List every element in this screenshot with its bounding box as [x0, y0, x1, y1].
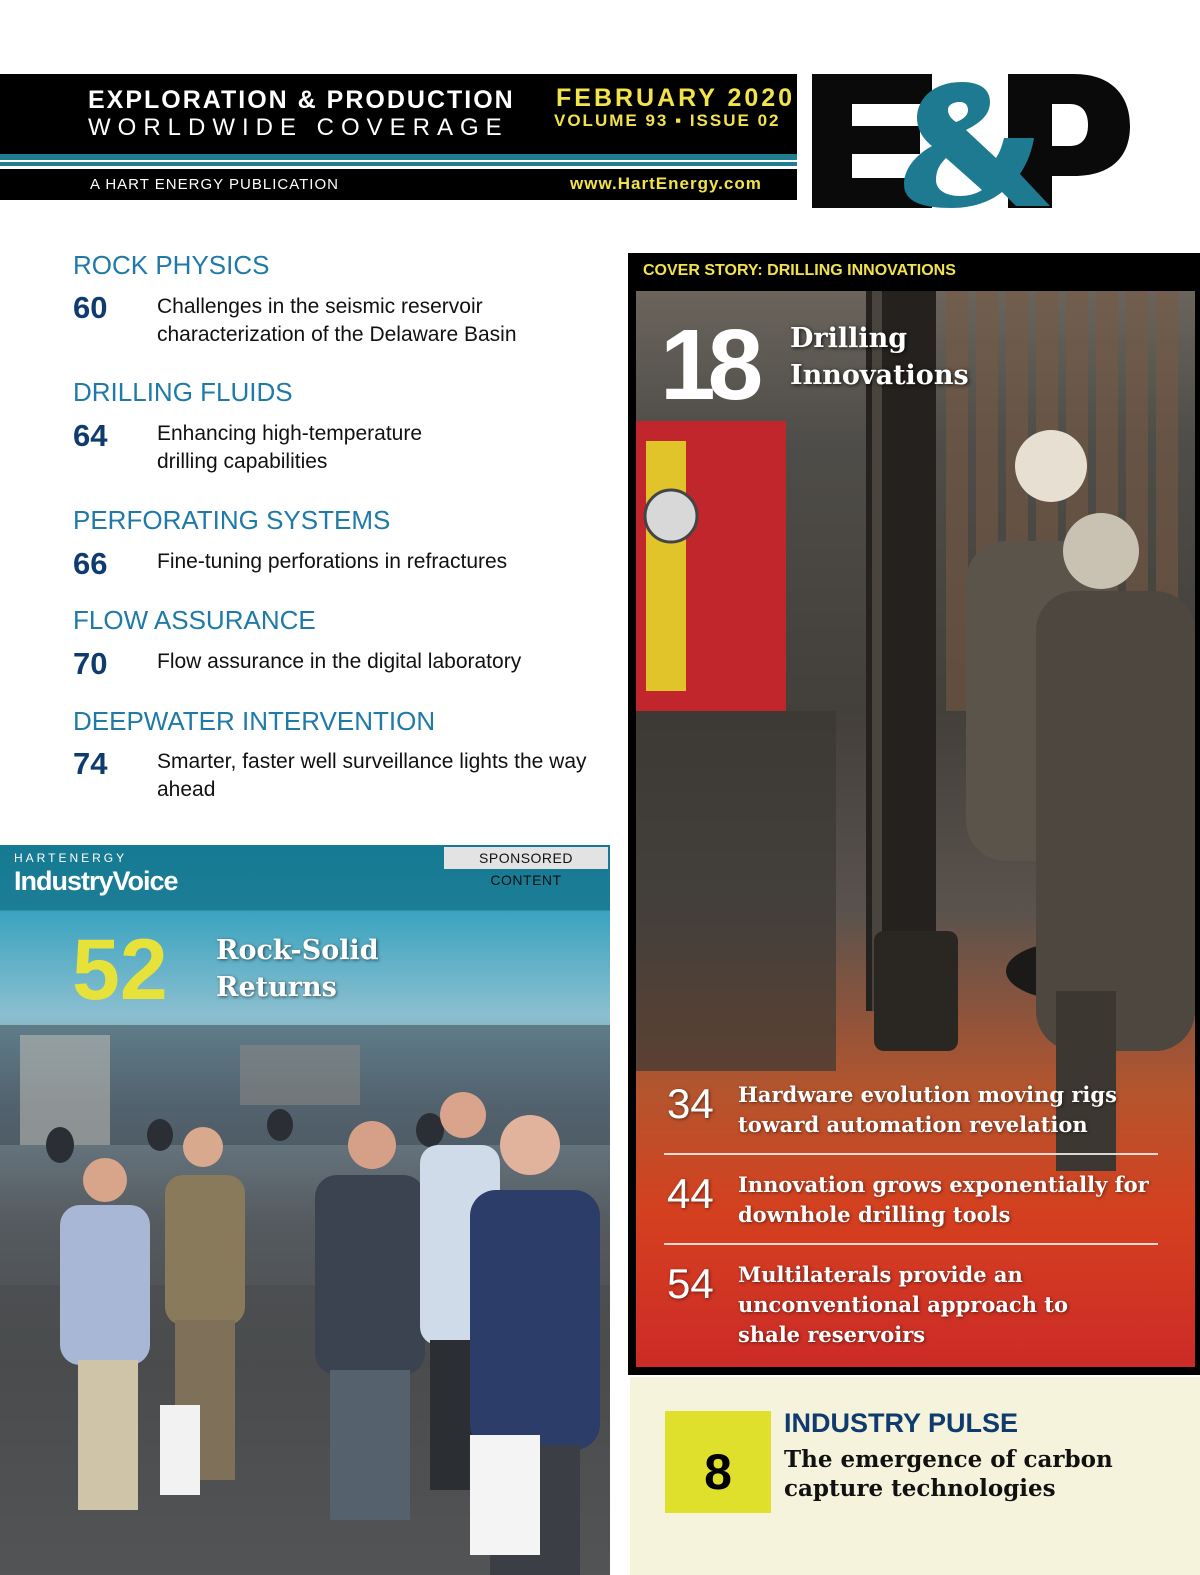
cover-item-page-number[interactable]: 44: [667, 1170, 714, 1217]
toc-page-number[interactable]: 74: [73, 746, 108, 781]
cover-story-page-number[interactable]: 18: [660, 309, 756, 421]
toc-page-number[interactable]: 60: [73, 290, 108, 325]
cover-story-title[interactable]: Drilling Innovations: [790, 323, 969, 391]
ep-logo: [812, 74, 1130, 208]
toc-article-title[interactable]: Smarter, faster well surveillance lights the way ahead: [157, 750, 587, 801]
cover-story-label: COVER STORY: DRILLING INNOVATIONS: [643, 262, 956, 279]
publication-subtitle: WORLDWIDE COVERAGE: [88, 114, 509, 141]
industry-voice-logo: IndustryVoice: [14, 866, 178, 896]
cover-item-divider: [664, 1153, 1158, 1155]
toc-page-number[interactable]: 64: [73, 418, 108, 453]
cover-item-divider: [664, 1243, 1158, 1245]
cover-item-title[interactable]: Multilaterals provide an unconventional approach to shale reservoirs: [738, 1262, 1069, 1347]
toc-section-rock-physics: ROCK PHYSICS: [73, 250, 270, 280]
sponsored-page-number[interactable]: 52: [72, 922, 168, 1018]
cover-item-page-number[interactable]: 54: [667, 1260, 714, 1307]
industry-pulse-page-number[interactable]: 8: [665, 1411, 771, 1513]
toc-section-deepwater-intervention: DEEPWATER INTERVENTION: [73, 706, 436, 736]
toc-section-flow-assurance: FLOW ASSURANCE: [73, 605, 316, 635]
publisher-line: A HART ENERGY PUBLICATION: [90, 176, 339, 193]
toc-page-number[interactable]: 70: [73, 646, 108, 681]
cover-item-title[interactable]: Innovation grows exponentially for downhole drilling tools: [738, 1172, 1149, 1227]
issue-date: FEBRUARY 2020: [556, 84, 796, 112]
toc-article-title[interactable]: Enhancing high-temperature drilling capabilities: [157, 422, 423, 473]
toc-article-title[interactable]: Challenges in the seismic reservoir characterization of the Delaware Basin: [157, 295, 517, 346]
toc-article-title[interactable]: Flow assurance in the digital laboratory: [157, 650, 522, 673]
toc-section-drilling-fluids: DRILLING FLUIDS: [73, 377, 293, 407]
cover-item-page-number[interactable]: 34: [667, 1080, 714, 1127]
masthead-stripe: [0, 162, 797, 166]
website-link[interactable]: www.HartEnergy.com: [570, 174, 762, 193]
hart-energy-brand: HARTENERGY: [14, 851, 128, 865]
industry-pulse-title[interactable]: The emergence of carbon capture technologies: [784, 1446, 1113, 1502]
toc-page-number[interactable]: 66: [73, 546, 108, 581]
volume-issue: VOLUME 93 ▪ ISSUE 02: [554, 111, 781, 130]
industry-pulse-heading: INDUSTRY PULSE: [784, 1408, 1019, 1438]
sponsored-article-title[interactable]: Rock-Solid Returns: [216, 935, 379, 1003]
toc-section-perforating-systems: PERFORATING SYSTEMS: [73, 505, 391, 535]
masthead-stripe: [0, 154, 797, 160]
toc-article-title[interactable]: Fine-tuning perforations in refractures: [157, 550, 508, 573]
cover-item-title[interactable]: Hardware evolution moving rigs toward automation revelation: [738, 1082, 1117, 1137]
publication-title: EXPLORATION & PRODUCTION: [88, 86, 515, 114]
sponsored-content-tag: SPONSORED CONTENT: [444, 847, 608, 869]
